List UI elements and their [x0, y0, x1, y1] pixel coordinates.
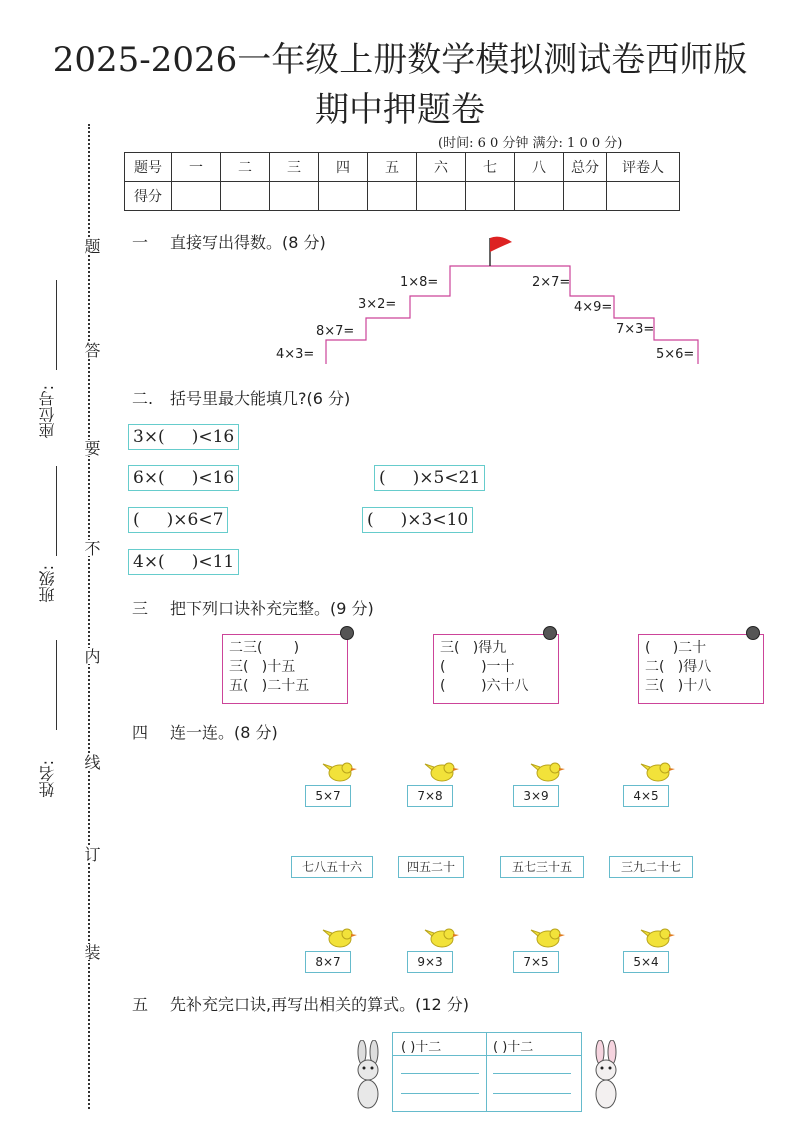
binding-char: 装: [82, 944, 101, 960]
bird-icon: [530, 758, 566, 784]
formula-answer-box: [392, 1032, 582, 1112]
section-3-heading: [132, 596, 374, 619]
score-header-row: [125, 153, 680, 182]
section-2-title: 括号里最大能填几?(6 分): [170, 389, 351, 408]
section-2-heading: [132, 386, 350, 409]
score-header-cell: 二: [221, 153, 270, 182]
pushpin-icon: [746, 626, 760, 640]
section-1-title: 直接写出得数。(8 分): [170, 233, 326, 252]
bird-icon: [424, 924, 460, 950]
formula-note-card: ( )二十 二( )得八 三( )十八: [638, 634, 764, 704]
bird-icon: [322, 758, 358, 784]
section-4-heading: [132, 720, 278, 743]
stair-problem: 4×3=: [276, 347, 315, 362]
score-header-cell: 三: [270, 153, 319, 182]
connect-formula-middle[interactable]: 五七三十五: [500, 856, 584, 878]
inequality-problem: ( )×6<7: [128, 507, 228, 533]
section-4-title: 连一连。(8 分): [170, 723, 278, 742]
binding-char: 订: [82, 846, 101, 862]
score-header-cell: 总分: [564, 153, 607, 182]
inequality-problem: 6×( )<16: [128, 465, 239, 491]
answer-box-left-formula: ( )十二: [401, 1040, 442, 1055]
score-header-cell: 五: [368, 153, 417, 182]
formula-note-card: 三( )得九 ( )一十 ( )六十八: [433, 634, 559, 704]
bird-icon: [322, 924, 358, 950]
section-5-title: 先补充完口诀,再写出相关的算式。(12 分): [170, 995, 470, 1014]
bird-icon: [640, 924, 676, 950]
title-line2: 期中押题卷: [315, 90, 485, 130]
seat-label: 座位号:: [38, 385, 57, 439]
stair-problem: 1×8=: [400, 275, 439, 290]
section-2-number: 二.: [132, 389, 154, 408]
score-input-cell[interactable]: [515, 182, 564, 211]
connect-formula-middle[interactable]: 四五二十: [398, 856, 464, 878]
bird-icon: [424, 758, 460, 784]
score-input-cell[interactable]: [417, 182, 466, 211]
score-input-cell[interactable]: [221, 182, 270, 211]
connect-expression-top[interactable]: 7×8: [407, 785, 453, 807]
inequality-problem: 3×( )<16: [128, 424, 239, 450]
stair-problem: 4×9=: [574, 300, 613, 315]
stair-problem: 2×7=: [532, 275, 571, 290]
section-5-number: 五: [132, 995, 149, 1014]
answer-box-divider: [486, 1033, 487, 1111]
connect-expression-top[interactable]: 5×7: [305, 785, 351, 807]
score-input-cell[interactable]: [564, 182, 607, 211]
answer-box-header-line: [393, 1055, 581, 1056]
answer-box-right-formula: ( )十二: [493, 1040, 534, 1055]
answer-line[interactable]: [401, 1073, 479, 1074]
inequality-problem: ( )×5<21: [374, 465, 485, 491]
staircase-diagram: [270, 236, 710, 372]
score-input-cell[interactable]: [466, 182, 515, 211]
score-header-cell: 题号: [125, 153, 172, 182]
connect-formula-middle[interactable]: 七八五十六: [291, 856, 373, 878]
bird-icon: [640, 758, 676, 784]
title-line1: 2025-2026一年级上册数学模拟测试卷西师版: [52, 40, 748, 80]
score-input-cell[interactable]: [319, 182, 368, 211]
binding-char: 线: [82, 754, 101, 770]
connect-expression-bottom[interactable]: 5×4: [623, 951, 669, 973]
binding-char: 答: [82, 342, 101, 358]
score-header-cell: 六: [417, 153, 466, 182]
score-header-cell: 评卷人: [607, 153, 680, 182]
score-table: [124, 152, 680, 211]
inequality-problem: 4×( )<11: [128, 549, 239, 575]
class-underline: [56, 466, 57, 556]
connect-formula-middle[interactable]: 三九二十七: [609, 856, 693, 878]
score-input-cell[interactable]: [607, 182, 680, 211]
name-label: 姓名:: [38, 760, 57, 798]
score-header-cell: 一: [172, 153, 221, 182]
score-header-cell: 七: [466, 153, 515, 182]
binding-char: 题: [82, 238, 101, 254]
binding-char: 不: [82, 540, 101, 556]
section-5-heading: [132, 992, 469, 1015]
name-underline: [56, 640, 57, 730]
bird-icon: [530, 924, 566, 950]
stair-problem: 8×7=: [316, 324, 355, 339]
answer-line[interactable]: [493, 1073, 571, 1074]
score-input-cell[interactable]: [270, 182, 319, 211]
connect-expression-top[interactable]: 4×5: [623, 785, 669, 807]
formula-note-card: 二三( ) 三( )十五 五( )二十五: [222, 634, 348, 704]
bunny-icon: [586, 1040, 628, 1112]
connect-expression-bottom[interactable]: 8×7: [305, 951, 351, 973]
connect-expression-bottom[interactable]: 7×5: [513, 951, 559, 973]
binding-char: 要: [82, 440, 101, 456]
score-header-cell: 八: [515, 153, 564, 182]
score-header-cell: 四: [319, 153, 368, 182]
stair-problem: 7×3=: [616, 322, 655, 337]
score-input-cell[interactable]: [172, 182, 221, 211]
connect-expression-bottom[interactable]: 9×3: [407, 951, 453, 973]
flag-icon: [490, 237, 512, 252]
class-label: 班级:: [38, 565, 57, 603]
answer-line[interactable]: [401, 1093, 479, 1094]
score-input-cell[interactable]: [368, 182, 417, 211]
section-3-number: 三: [132, 599, 149, 618]
bunny-icon: [348, 1040, 390, 1112]
pushpin-icon: [340, 626, 354, 640]
stair-problem: 3×2=: [358, 297, 397, 312]
section-4-number: 四: [132, 723, 149, 742]
stair-problem: 5×6=: [656, 347, 695, 362]
binding-char: 内: [82, 648, 101, 664]
staircase-line: [326, 266, 698, 364]
score-row-label: 得分: [125, 182, 172, 211]
exam-meta: (时间: 6 0 分钟 满分: 1 0 0 分): [438, 136, 623, 151]
section-3-title: 把下列口诀补充完整。(9 分): [170, 599, 374, 618]
binding-dotted-line: [88, 124, 90, 1109]
section-1-number: 一: [132, 233, 149, 252]
pushpin-icon: [543, 626, 557, 640]
answer-line[interactable]: [493, 1093, 571, 1094]
score-value-row: [125, 182, 680, 211]
inequality-problem: ( )×3<10: [362, 507, 473, 533]
connect-expression-top[interactable]: 3×9: [513, 785, 559, 807]
seat-underline: [56, 280, 57, 370]
